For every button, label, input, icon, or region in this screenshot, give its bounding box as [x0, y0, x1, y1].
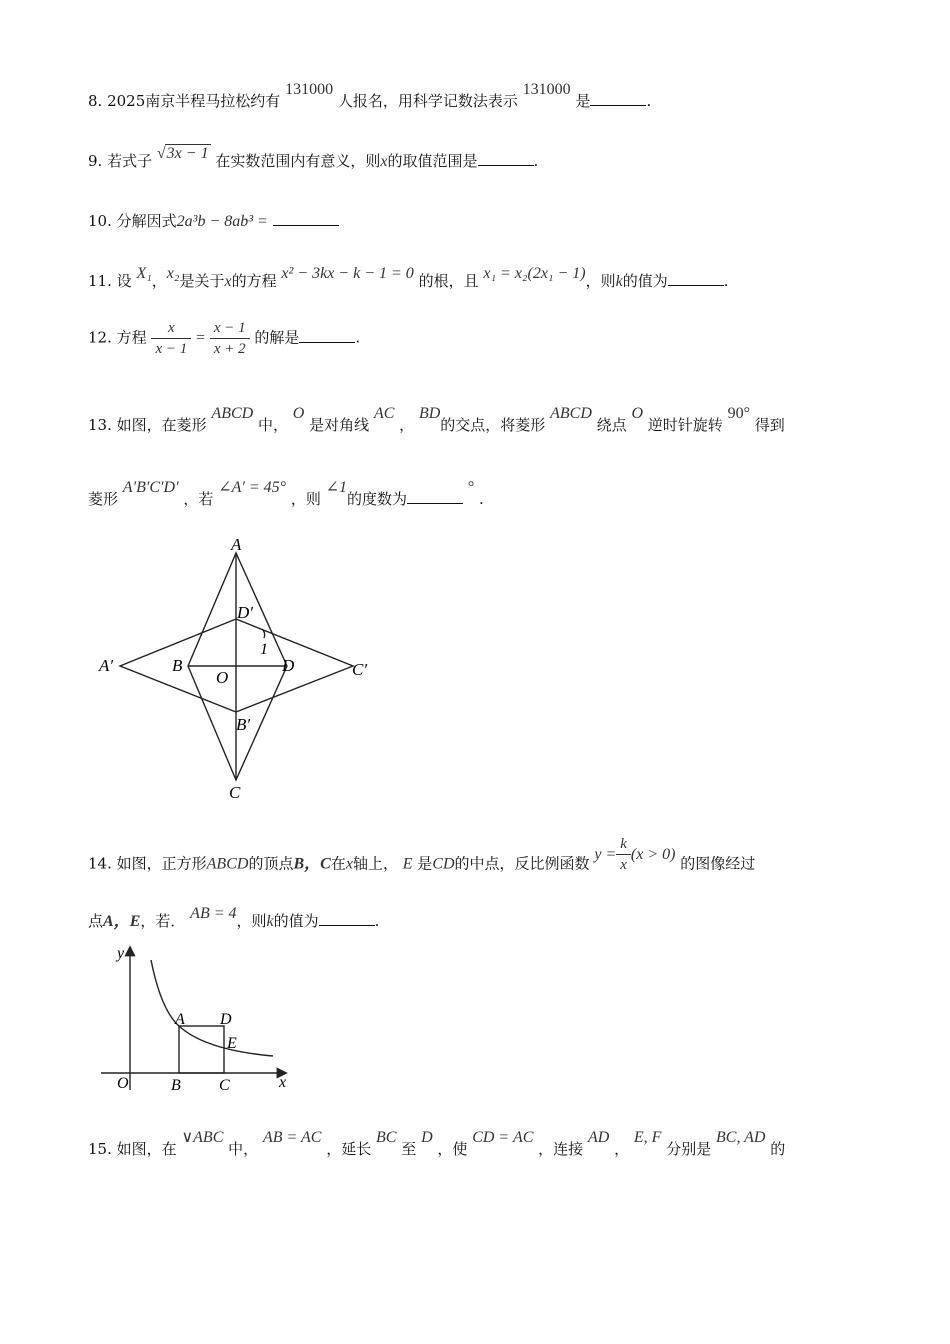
label-D: D — [282, 656, 295, 675]
q14-cd: CD — [432, 855, 455, 873]
q15-ab-equals-ac: AB = AC — [262, 1129, 322, 1146]
q9-period: . — [533, 152, 539, 170]
question-14-line-2 — [88, 905, 380, 931]
question-13-line-2 — [88, 479, 484, 509]
q14-e: E — [402, 855, 413, 873]
q13-line2-text-2: ，若 — [183, 490, 214, 508]
q13-abcd: ABCD — [211, 405, 254, 422]
q11-variable: x — [224, 273, 232, 290]
q9-radicand: 3x − 1 — [166, 145, 209, 162]
q13-line2-text-1: 菱形 — [88, 490, 119, 508]
q8-text-2: 人报名，用科学记数法表示 — [337, 92, 518, 110]
q15-triangle: ∨ABC — [181, 1129, 224, 1146]
q13-degree: 90° — [727, 405, 750, 422]
q13-angle-1: ∠1 — [325, 479, 348, 496]
q11-text-4: 的根，且 — [418, 272, 479, 290]
q12-lhs-fraction — [151, 318, 191, 359]
label-A: A — [231, 535, 242, 554]
question-11 — [88, 265, 729, 291]
q13-degree-symbol: ° — [467, 479, 475, 496]
q9-number: 9. — [88, 152, 103, 170]
label-D: D — [220, 1011, 232, 1028]
q11-condition: x₁ = x₂(2x₁ − 1) — [483, 265, 586, 282]
q11-x1: X₁ — [136, 265, 152, 282]
label-C: C — [219, 1077, 230, 1094]
q15-ef: E, F — [633, 1129, 662, 1146]
hyperbola-curve — [151, 960, 273, 1056]
q15-text-7: 分别是 — [666, 1140, 712, 1158]
q13-text-5: 绕点 — [596, 416, 627, 434]
q11-text-5: ，则 — [585, 272, 616, 290]
q12-period: . — [355, 328, 361, 347]
q11-text-1: 设 — [116, 272, 132, 290]
q11-k: k — [615, 273, 623, 290]
label-B: B — [171, 1077, 181, 1094]
q11-equation: x² − 3kx − k − 1 = 0 — [281, 265, 414, 282]
q12-rhs-fraction — [210, 318, 250, 359]
q13-line2-text-3: ，则 — [290, 490, 321, 508]
q15-number: 15. — [88, 1140, 112, 1158]
q14-text-6: 的中点，反比例函数 — [454, 854, 590, 873]
q8-value-2: 131000 — [522, 81, 571, 98]
q11-comma: ， — [151, 272, 167, 290]
q9-text-3: 的取值范围是 — [387, 152, 478, 170]
q13-period: . — [479, 490, 484, 508]
q14-ab-equals-4: AB = 4 — [190, 905, 237, 922]
label-D-prime: D′ — [237, 603, 253, 622]
q15-bc-ad: BC, AD — [716, 1129, 766, 1146]
question-14 — [88, 836, 756, 885]
q14-line2-text-2: ，若． — [140, 912, 186, 930]
q14-number: 14. — [88, 854, 112, 873]
q9-text-1: 若式子 — [107, 152, 153, 170]
q11-text-2: 是关于 — [179, 272, 225, 290]
q12-rhs-denominator: x + 2 — [213, 341, 246, 357]
q14-k-fraction — [616, 834, 631, 875]
q13-line2-text-4: 的度数为 — [347, 490, 408, 508]
q15-ad: AD — [587, 1129, 610, 1146]
q13-o-2: O — [631, 405, 644, 422]
q15-text-3: ，延长 — [326, 1140, 372, 1158]
q13-abcd-prime: A′B′C′D′ — [122, 479, 179, 496]
q11-text-6: 的值为 — [622, 272, 668, 290]
q9-answer-blank[interactable] — [478, 151, 534, 166]
q11-answer-blank[interactable] — [668, 271, 724, 286]
q12-rhs-numerator: x − 1 — [210, 318, 250, 339]
q12-text-2: 的解是 — [254, 328, 300, 347]
q9-radical: √3x − 1 — [156, 145, 209, 162]
q13-bd: BD — [418, 405, 441, 422]
q12-lhs-numerator: x — [151, 318, 191, 339]
label-A: A — [175, 1011, 185, 1028]
q14-line2-text-1: 点 — [88, 912, 104, 930]
question-9 — [88, 145, 539, 171]
label-B-prime: B′ — [236, 715, 251, 734]
q13-text-1: 如图，在菱形 — [116, 416, 207, 434]
q14-abcd: ABCD — [206, 855, 249, 873]
question-12 — [88, 318, 360, 359]
q13-number: 13. — [88, 416, 112, 434]
q8-year: 2025 — [107, 92, 146, 110]
q12-equals: = — [196, 329, 206, 347]
q8-period: . — [646, 92, 652, 110]
q15-text-5: ，使 — [437, 1140, 468, 1158]
q14-k-denominator: x — [620, 857, 627, 873]
q13-text-2: 中， — [258, 416, 289, 434]
label-C: C — [229, 783, 241, 802]
q15-text-8: 的 — [770, 1140, 786, 1158]
q13-text-4: 的交点，将菱形 — [440, 416, 546, 434]
q13-abcd-2: ABCD — [550, 405, 592, 422]
label-1: 1 — [260, 641, 268, 658]
q8-text-3: 是 — [575, 92, 591, 110]
q13-text-3: 是对角线 — [309, 416, 370, 434]
square-abcd — [179, 1026, 224, 1073]
label-y: y — [117, 945, 125, 962]
q15-d: D — [421, 1129, 433, 1146]
q14-ae: A，E — [103, 913, 141, 930]
label-O: O — [117, 1075, 129, 1092]
q15-text-4: 至 — [401, 1140, 417, 1158]
q8-number: 8. — [88, 92, 103, 110]
q11-text-3: 的方程 — [231, 272, 277, 290]
q14-x: x — [345, 855, 353, 873]
q14-bc: B，C — [293, 855, 331, 873]
q15-text-6: ，连接 — [538, 1140, 584, 1158]
q14-k-numerator: k — [616, 834, 631, 855]
q14-condition: (x > 0) — [630, 845, 676, 863]
q11-x2: x₂ — [166, 265, 180, 282]
q14-line2-text-3: ，则 — [236, 912, 267, 930]
q10-answer-blank[interactable] — [273, 211, 339, 226]
q10-number: 10. — [88, 212, 112, 230]
q8-text-1: 南京半程马拉松约有 — [145, 92, 281, 110]
question-8 — [88, 81, 652, 111]
q13-comma: ， — [399, 416, 415, 434]
q14-line2-text-4: 的值为 — [273, 912, 319, 930]
q14-text-4: 轴上， — [352, 854, 398, 873]
label-A-prime: A′ — [99, 656, 114, 675]
q15-cd-equals-ac: CD = AC — [472, 1129, 534, 1146]
q15-comma: ， — [614, 1140, 630, 1158]
q13-ac: AC — [373, 405, 395, 422]
q11-period: . — [723, 272, 729, 290]
q14-text-5: 是 — [417, 854, 433, 873]
q13-answer-blank[interactable] — [407, 489, 463, 504]
q13-o: O — [292, 405, 305, 422]
q14-period: . — [374, 912, 380, 930]
q14-y-equals: y = — [594, 845, 617, 863]
q15-text-1: 如图，在 — [116, 1140, 177, 1158]
q12-number: 12. — [88, 328, 112, 347]
q8-answer-blank[interactable] — [590, 91, 646, 106]
q14-text-3: 在 — [330, 854, 346, 873]
q10-expression: 2a³b − 8ab³ = — [176, 213, 268, 230]
question-13 — [88, 405, 785, 435]
figure-13-rhombus — [90, 530, 390, 810]
q11-number: 11. — [88, 272, 112, 290]
question-10 — [88, 210, 339, 231]
q14-answer-blank[interactable] — [319, 911, 375, 926]
q10-text-1: 分解因式 — [116, 212, 177, 230]
label-B: B — [172, 656, 183, 675]
q14-text-2: 的顶点 — [248, 854, 294, 873]
q13-angle-a-prime: ∠A′ = 45° — [218, 479, 287, 496]
q15-bc: BC — [376, 1129, 397, 1146]
label-x: x — [279, 1074, 287, 1091]
q15-text-2: 中， — [228, 1140, 259, 1158]
label-C-prime: C′ — [352, 660, 368, 679]
q12-answer-blank[interactable] — [299, 328, 355, 343]
q9-text-2: 在实数范围内有意义，则 — [215, 152, 381, 170]
q14-text-7: 的图像经过 — [680, 854, 756, 873]
label-E: E — [227, 1035, 237, 1052]
q14-k: k — [266, 913, 274, 930]
q14-text-1: 如图，正方形 — [116, 854, 207, 873]
q8-value-1: 131000 — [285, 81, 334, 98]
q9-variable: x — [380, 153, 388, 170]
question-15 — [88, 1129, 786, 1159]
figure-14-graph — [95, 940, 305, 1100]
label-O: O — [216, 668, 229, 687]
q12-lhs-denominator: x − 1 — [155, 341, 188, 357]
q13-text-6: 逆时针旋转 — [647, 416, 723, 434]
q12-text-1: 方程 — [116, 328, 147, 347]
q13-text-7: 得到 — [754, 416, 785, 434]
